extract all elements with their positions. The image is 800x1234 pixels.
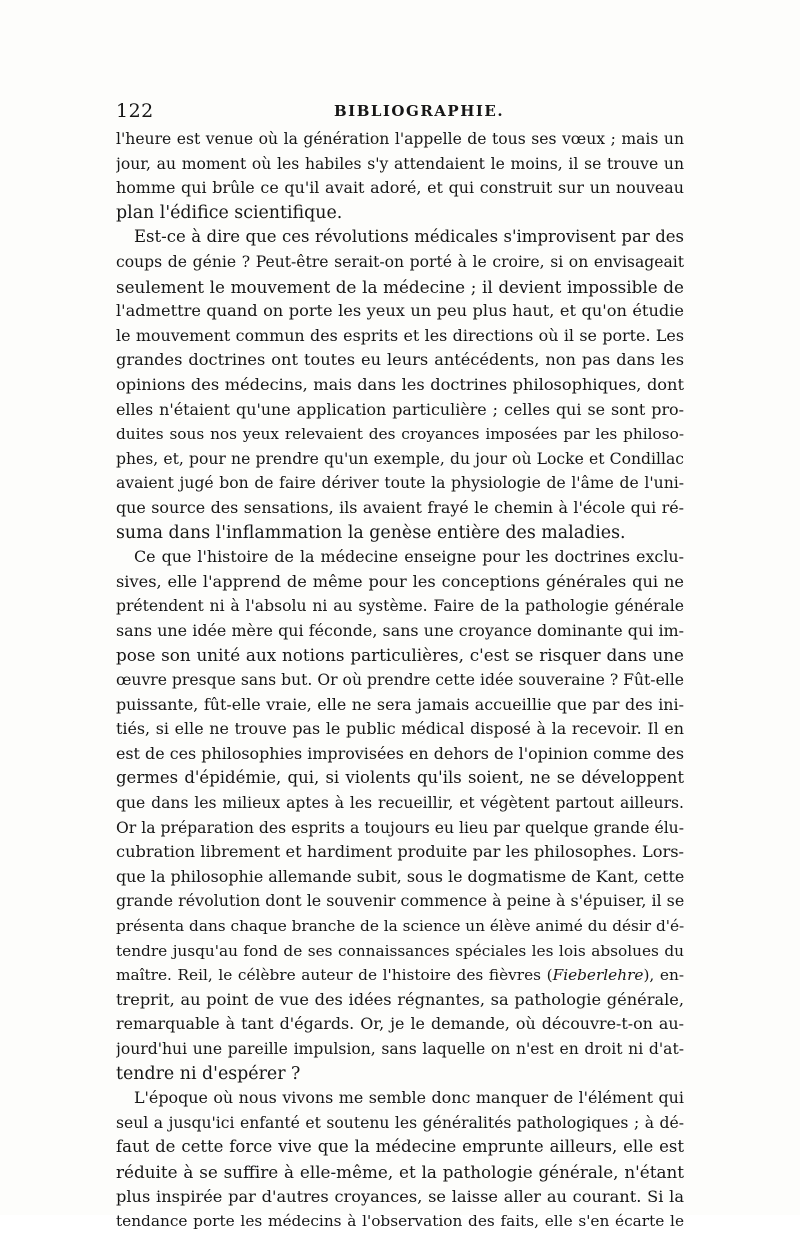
text-line: le mouvement commun des esprits et les directions où il se porte. Les [116,325,684,345]
text-line: suma dans l'inflammation la genèse entière des maladies. [116,522,626,543]
paragraph-first-line: Est-ce à dire que ces révolutions médicales s'improvisent par des [134,227,684,247]
text-line: jour, au moment où les habiles s'y attendaient le moins, il se trouve un [116,154,684,173]
text-line: grandes doctrines ont toutes eu leurs antécédents, non pas dans les [116,350,684,370]
page-header [116,100,688,124]
text-line: puissante, fût-elle vraie, elle ne sera jamais accueillie que par des ini- [116,694,684,714]
text-line: tendance porte les médecins à l'observation des faits, elle s'en écarte le [116,1212,684,1231]
text-line: treprit, au point de vue des idées régnantes, sa pathologie générale, [116,989,684,1009]
text-line: sans une idée mère qui féconde, sans une croyance dominante qui im- [116,620,684,640]
text-line: l'admettre quand on porte les yeux un peu plus haut, et qu'on étudie [116,301,684,321]
text-line: l'heure est venue où la génération l'appelle de tous ses vœux ; mais un [116,130,684,148]
text-line: tendre jusqu'au fond de ses connaissances spéciales les lois absolues du [116,941,684,960]
text-line: que la philosophie allemande subit, sous le dogmatisme de Kant, cette [116,866,684,886]
text-line: tiés, si elle ne trouve pas le public médical disposé à la recevoir. Il en [116,719,684,739]
running-head: BIBLIOGRAPHIE. [334,102,505,120]
page-number: 122 [116,100,154,122]
text-line: réduite à se suffire à elle-même, et la pathologie générale, n'étant [116,1161,684,1182]
text-line: plus inspirée par d'autres croyances, se laisse aller au courant. Si la [116,1186,684,1206]
text-line: avaient jugé bon de faire dériver toute la physiologie de l'âme de l'uni- [116,474,684,493]
text-line: remarquable à tant d'égards. Or, je le demande, où découvre-t-on au- [116,1014,684,1034]
text-line: seulement le mouvement de la médecine ; il devient impossible de [116,276,684,297]
paragraph-first-line: L'époque où nous vivons me semble donc manquer de l'élément qui [134,1088,684,1108]
text-line: tendre ni d'espérer ? [116,1063,301,1084]
text-line: germes d'épidémie, qui, si violents qu'ils soient, ne se développent [116,768,684,788]
text-line: cubration librement et hardiment produite par les philosophes. Lors- [116,842,684,862]
text-line: maître. Reil, le célèbre auteur de l'histoire des fièvres (Fieberlehre), en- [116,966,684,985]
text-line: présenta dans chaque branche de la science un élève animé du désir d'é- [116,917,684,935]
text-line: seul a jusqu'ici enfanté et soutenu les généralités pathologiques ; à dé- [116,1113,684,1132]
paragraph-first-line: Ce que l'histoire de la médecine enseigne pour les doctrines exclu- [134,547,684,567]
text-line: elles n'étaient qu'une application particulière ; celles qui se sont pro- [116,399,684,419]
text-line: grande révolution dont le souvenir commence à peine à s'épuiser, il se [116,891,684,911]
text-line: que source des sensations, ils avaient frayé le chemin à l'école qui ré- [116,497,684,517]
italic-title: Fieberlehre [552,966,644,985]
text-line: faut de cette force vive que la médecine emprunte ailleurs, elle est [116,1137,684,1157]
text-line: phes, et, pour ne prendre qu'un exemple, du jour où Locke et Condillac [116,449,684,468]
text-line: prétendent ni à l'absolu ni au système. Faire de la pathologie générale [116,597,684,616]
text-line: Or la préparation des esprits a toujours eu lieu par quelque grande élu- [116,818,684,837]
text-line: est de ces philosophies improvisées en dehors de l'opinion comme des [116,743,684,763]
text-line: sives, elle l'apprend de même pour les conceptions générales qui ne [116,571,684,591]
text-line: opinions des médecins, mais dans les doctrines philosophiques, dont [116,374,684,394]
body-text [116,127,684,1234]
text-line: œuvre presque sans but. Or où prendre cette idée souveraine ? Fût-elle [116,671,684,690]
text-line: que dans les milieux aptes à les recueillir, et végètent partout ailleurs. [116,794,684,813]
text-line: jourd'hui une pareille impulsion, sans laquelle on n'est en droit ni d'at- [116,1039,684,1058]
text-line: pose son unité aux notions particulières, c'est se risquer dans une [116,645,684,666]
text-line: duites sous nos yeux relevaient des croyances imposées par les philoso- [116,425,684,444]
text-line: plan l'édifice scientifique. [116,202,343,223]
text-line: coups de génie ? Peut-être serait-on porté à le croire, si on envisageait [116,252,684,271]
text-line: homme qui brûle ce qu'il avait adoré, et qui construit sur un nouveau [116,178,684,198]
